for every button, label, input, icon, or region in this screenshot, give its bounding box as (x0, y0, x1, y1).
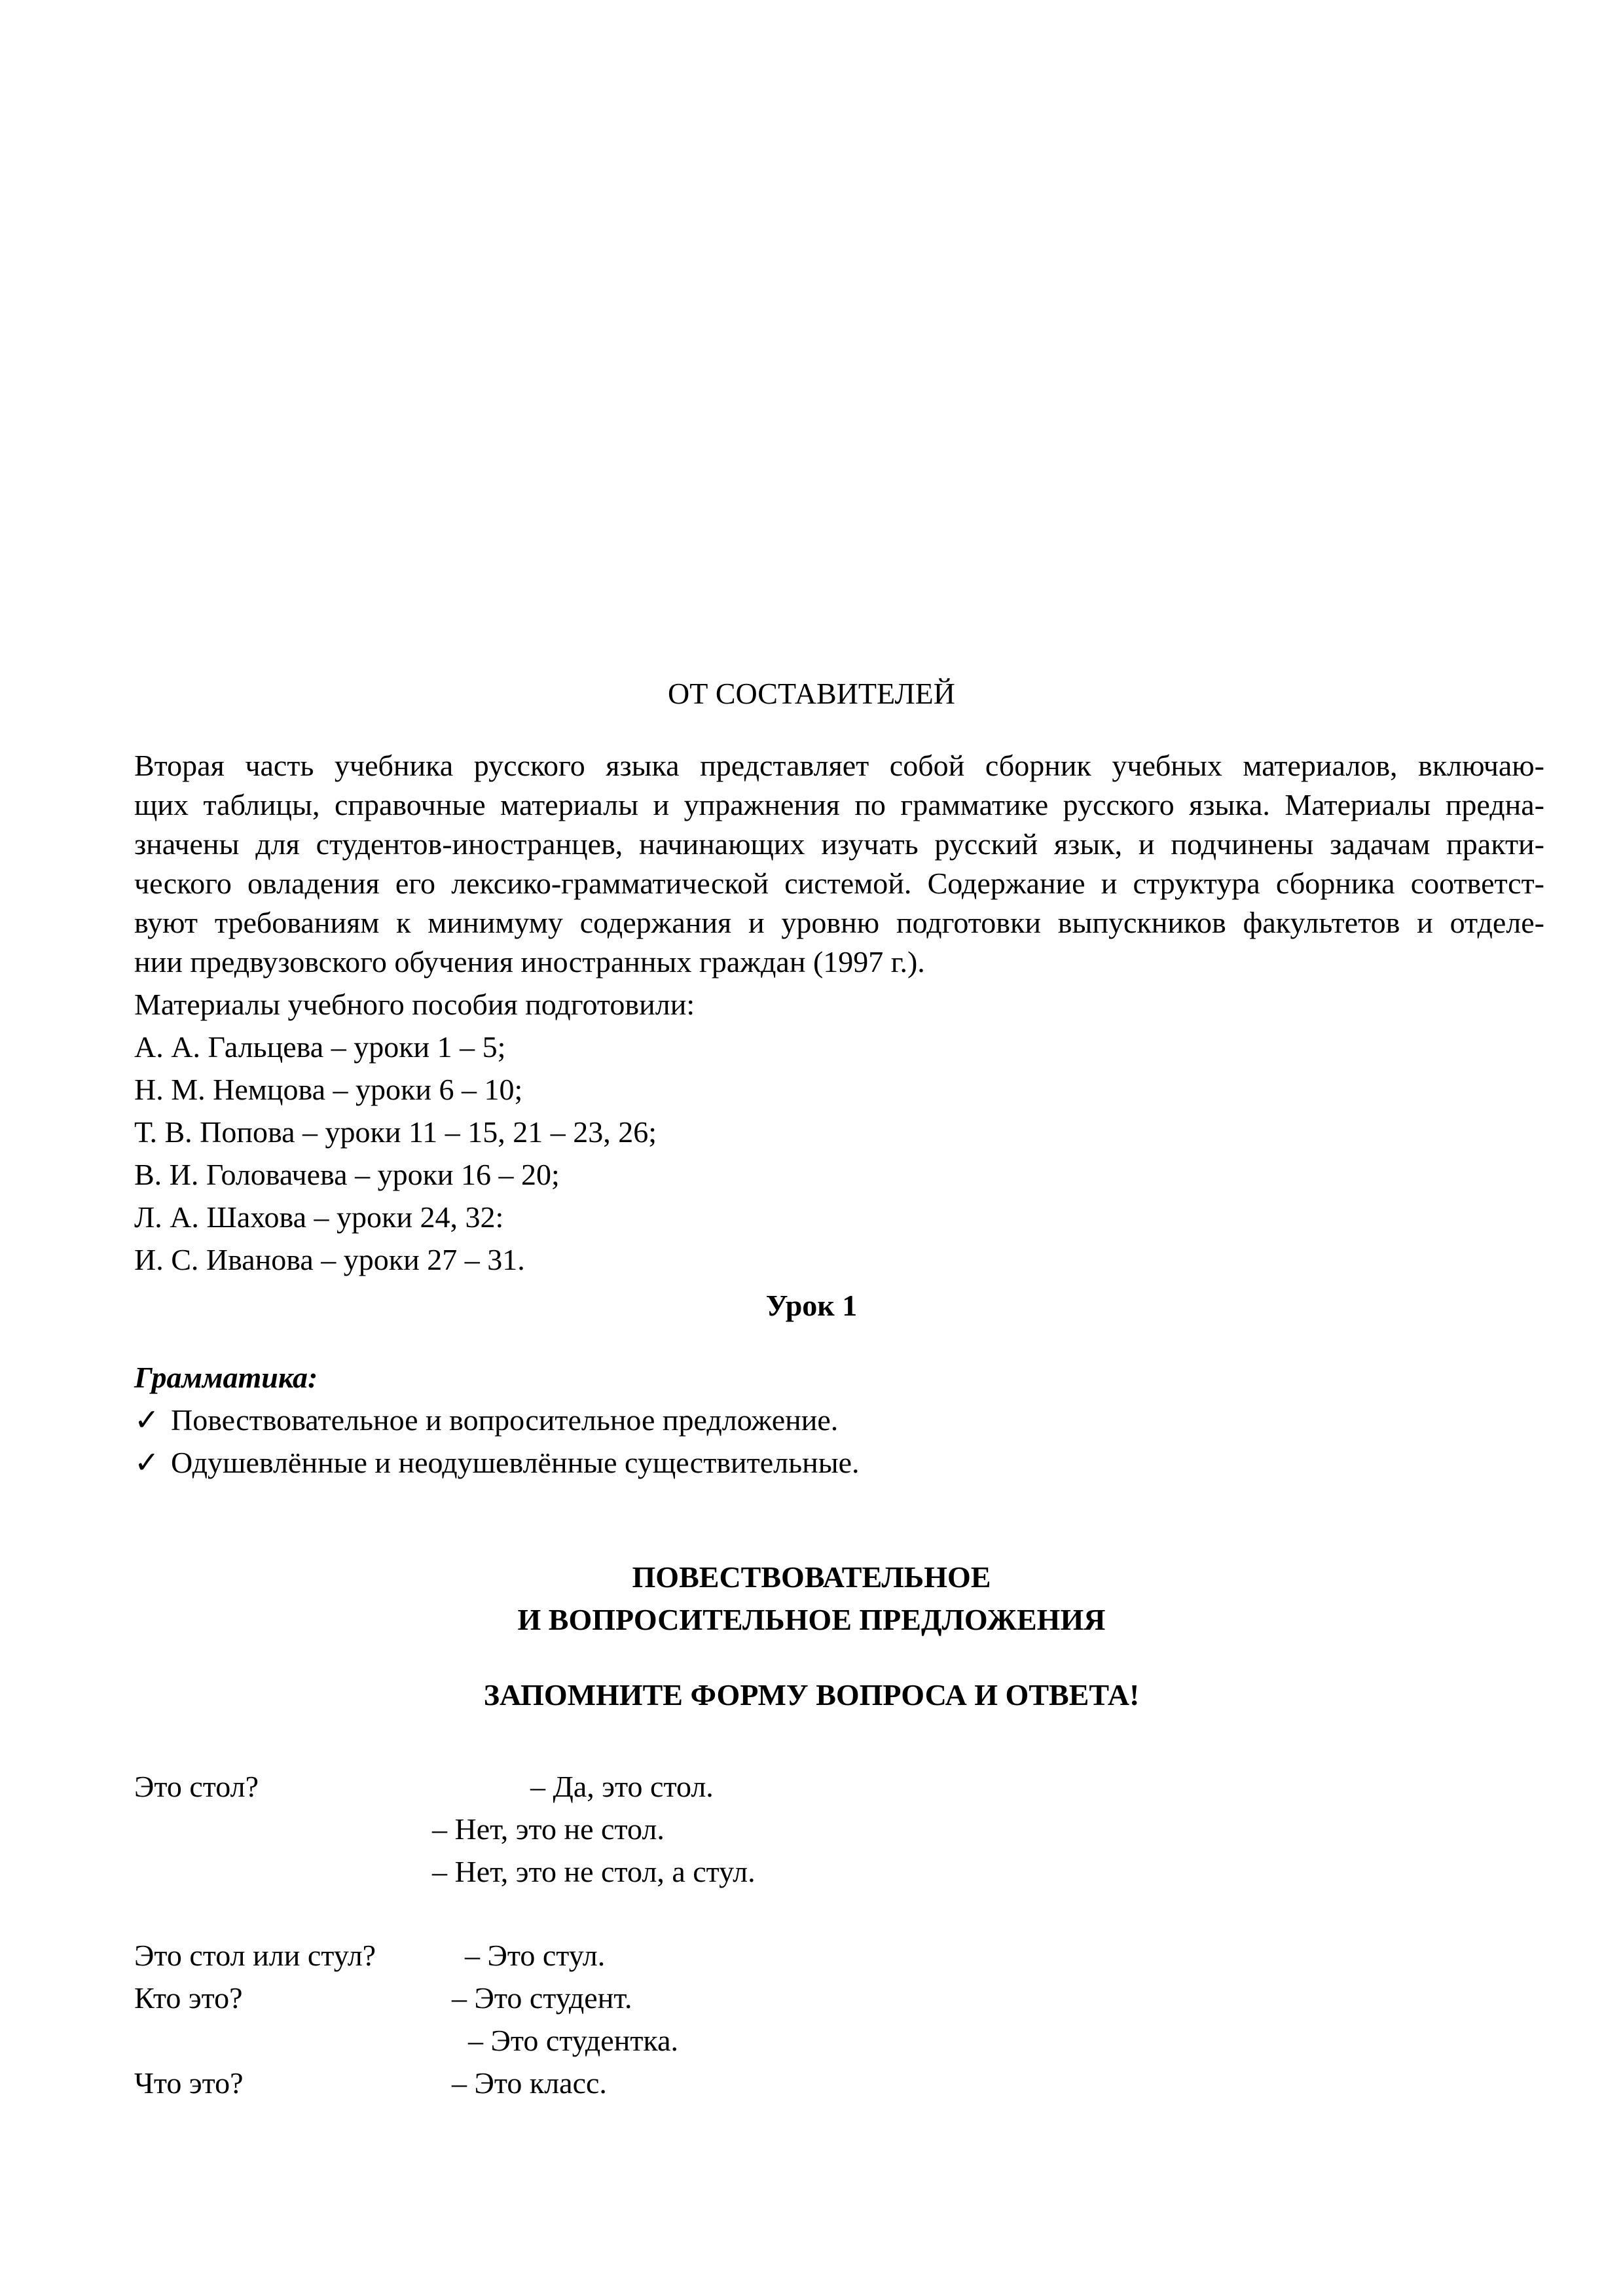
preface-line: нии предвузовского обучения иностранных граждан (1997 г.). (134, 945, 925, 978)
preface-title: ОТ СОСТАВИТЕЛЕЙ (668, 677, 955, 710)
author-item: И. С. Иванова – уроки 27 – 31. (134, 1243, 525, 1276)
authors-intro: Материалы учебного пособия подготовили: (134, 988, 695, 1021)
answer-3a: – Это студент. (452, 1981, 632, 2015)
section-heading-line-1: ПОВЕСТВОВАТЕЛЬНОЕ (632, 1560, 991, 1594)
preface-line: щих таблицы, справочные материалы и упражнения по грамматике русского языка. Материалы предна- (134, 788, 1544, 821)
topic-item (134, 1401, 838, 1440)
preface-line: Вторая часть учебника русского языка представляет собой сборник учебных материалов, включаю- (134, 749, 1544, 782)
grammar-heading: Грамматика: (134, 1361, 318, 1394)
question-3: Кто это? (134, 1981, 243, 2015)
question-4: Что это? (134, 2066, 244, 2100)
preface-line: вуют требованиям к минимуму содержания и уровню подготовки выпускников факультетов и отделе- (134, 906, 1544, 939)
section-subheading: ЗАПОМНИТЕ ФОРМУ ВОПРОСА И ОТВЕТА! (483, 1678, 1140, 1712)
author-item: Н. М. Немцова – уроки 6 – 10; (134, 1073, 523, 1106)
answer-1a: – Да, это стол. (530, 1770, 714, 1803)
author-item: В. И. Головачева – уроки 16 – 20; (134, 1158, 560, 1191)
question-2: Это стол или стул? (134, 1939, 376, 1972)
answer-1c: – Нет, это не стол, а стул. (432, 1855, 756, 1888)
author-item: Т. В. Попова – уроки 11 – 15, 21 – 23, 26; (134, 1115, 657, 1149)
topic-item (134, 1443, 860, 1482)
author-item: А. А. Гальцева – уроки 1 – 5; (134, 1030, 506, 1064)
checkmark-icon: ✓ (134, 1446, 160, 1479)
preface-line: ческого овладения его лексико-грамматической системой. Содержание и структура сборника соответст- (134, 867, 1544, 900)
preface-line: значены для студентов-иностранцев, начинающих изучать русский язык, и подчинены задачам практи- (134, 827, 1544, 861)
lesson-title: Урок 1 (765, 1289, 858, 1322)
section-heading-line-2: И ВОПРОСИТЕЛЬНОЕ ПРЕДЛОЖЕНИЯ (517, 1603, 1106, 1636)
topic-text: Одушевлённые и неодушевлённые существительные. (171, 1446, 860, 1479)
author-item: Л. А. Шахова – уроки 24, 32: (134, 1200, 504, 1234)
answer-3b: – Это студентка. (468, 2024, 678, 2057)
answer-1b: – Нет, это не стол. (432, 1812, 665, 1846)
checkmark-icon: ✓ (134, 1403, 160, 1437)
answer-2: – Это стул. (465, 1939, 606, 1972)
answer-4: – Это класс. (452, 2066, 607, 2100)
question-1: Это стол? (134, 1770, 259, 1803)
topic-text: Повествовательное и вопросительное предложение. (171, 1403, 839, 1437)
